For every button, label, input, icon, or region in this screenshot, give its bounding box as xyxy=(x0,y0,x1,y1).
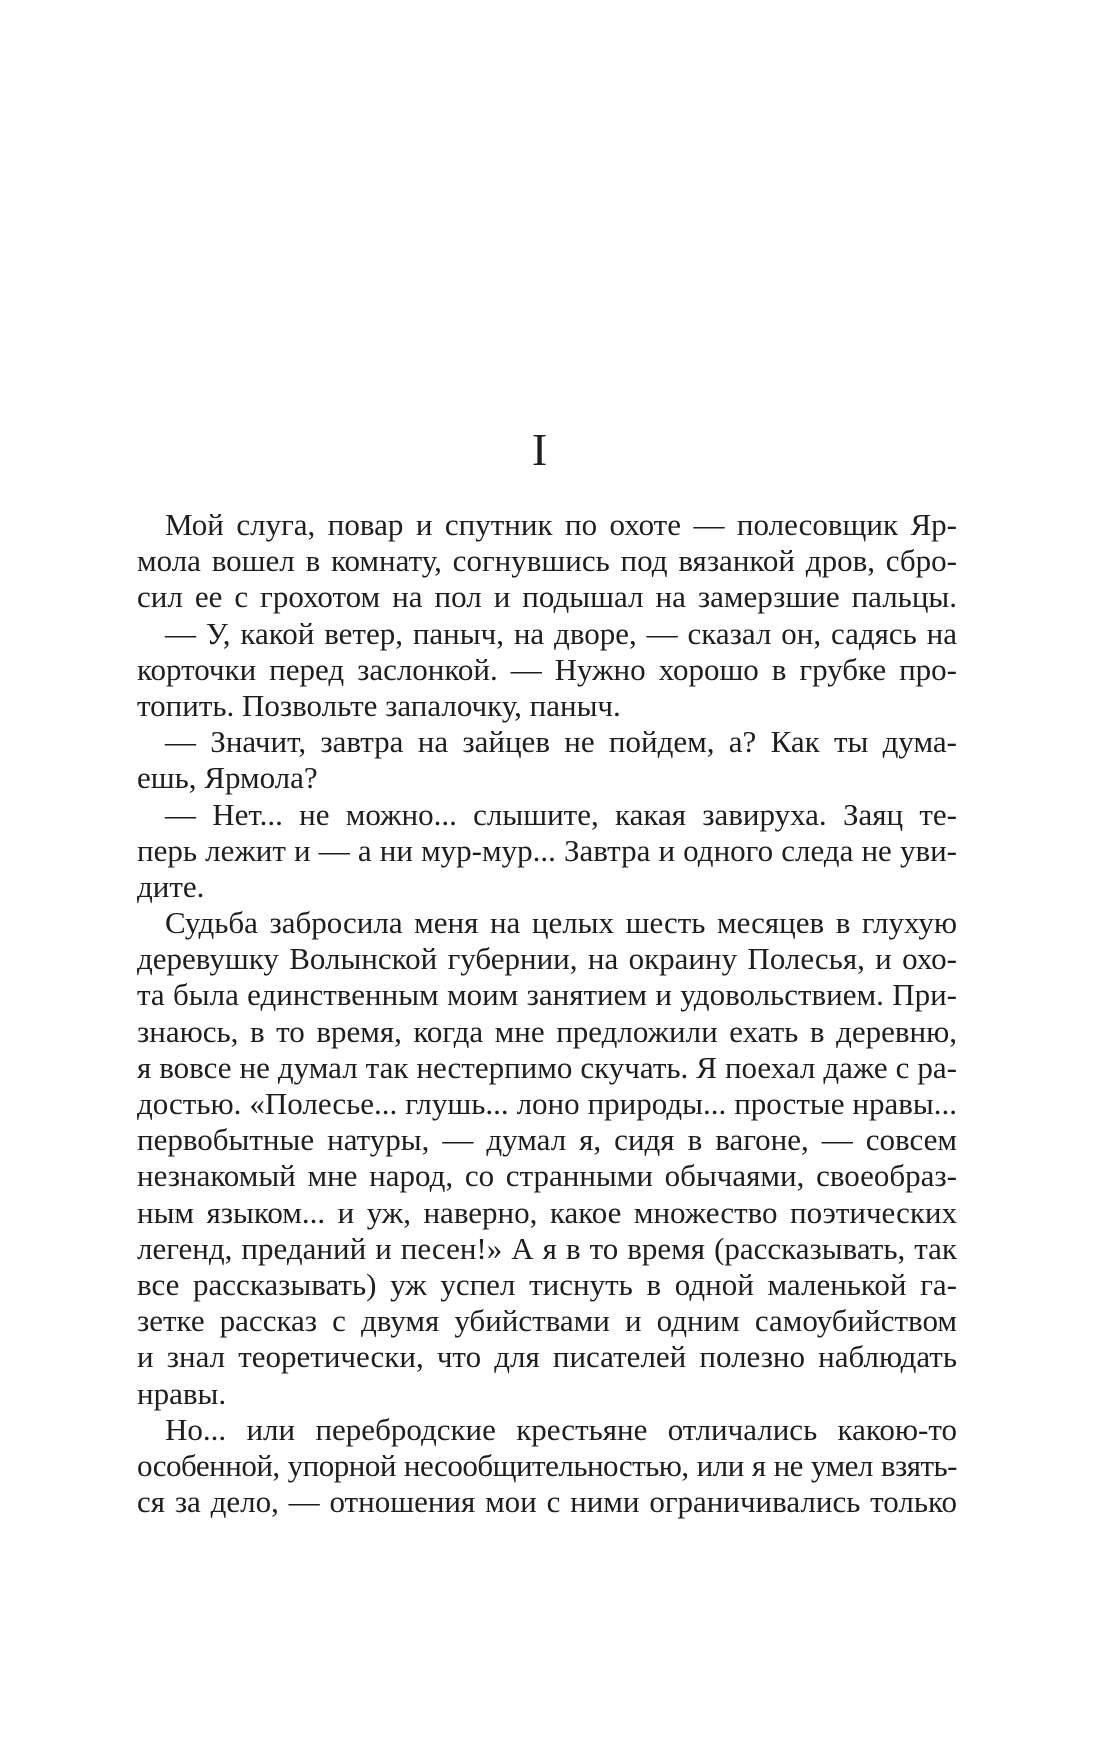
text-line: незнакомый мне народ, со странными обычаями, своеобраз- xyxy=(137,1158,957,1194)
text-line: знаюсь, в то время, когда мне предложили ехать в деревню, xyxy=(137,1013,957,1049)
text-line: — У, какой ветер, паныч, на дворе, — сказал он, садясь на xyxy=(165,615,957,651)
text-line: Но... или перебродские крестьяне отличались какою-то xyxy=(165,1411,957,1447)
text-line: зетке рассказ с двумя убийствами и одним самоубийством xyxy=(137,1303,957,1339)
text-line: особенной, упорной несообщительностью, или я не умел взять- xyxy=(137,1447,957,1483)
text-line: нравы. xyxy=(137,1375,227,1411)
text-line: я вовсе не думал так нестерпимо скучать. Я поехал даже с ра- xyxy=(137,1049,957,1085)
text-line: Мой слуга, повар и спутник по охоте — полесовщик Яр- xyxy=(165,507,957,542)
text-line: первобытные натуры, — думал я, сидя в вагоне, — совсем xyxy=(137,1122,957,1158)
text-line: ешь, Ярмола? xyxy=(137,760,318,796)
text-line: деревушку Волынской губернии, на окраину Полесья, и охо- xyxy=(137,941,957,977)
text-line: сил ее с грохотом на пол и подышал на замерзшие пальцы. xyxy=(137,579,957,615)
text-line: ся за дело, — отношения мои с ними ограничивались только xyxy=(137,1484,957,1520)
text-line: достью. «Полесье... глушь... лоно природы... простые нравы... xyxy=(137,1086,957,1121)
text-line: и знал теоретически, что для писателей полезно наблюдать xyxy=(137,1339,957,1375)
text-line: дите. xyxy=(137,868,205,904)
text-line: перь лежит и — а ни мур-мур... Завтра и одного следа не уви- xyxy=(137,832,957,868)
text-line: все рассказывать) уж успел тиснуть в одной маленькой га- xyxy=(137,1266,957,1302)
text-line: та была единственным моим занятием и удовольствием. При- xyxy=(137,977,957,1013)
text-line: — Нет... не можно... слышите, какая завируха. Заяц те- xyxy=(165,796,957,832)
text-line: легенд, преданий и песен!» А я в то время (рассказывать, так xyxy=(137,1230,957,1266)
text-line: Судьба забросила меня на целых шесть месяцев в глухую xyxy=(165,905,957,941)
chapter-text xyxy=(137,507,957,1520)
text-line: — Значит, завтра на зайцев не пойдем, а? Как ты дума- xyxy=(165,724,957,760)
text-line: ным языком... и уж, наверно, какое множество поэтических xyxy=(137,1194,957,1230)
text-line: мола вошел в комнату, согнувшись под вязанкой дров, сбро- xyxy=(137,543,957,579)
text-line: корточки перед заслонкой. — Нужно хорошо в грубке про- xyxy=(137,651,957,687)
text-line: топить. Позвольте запалочку, паныч. xyxy=(137,687,621,723)
chapter-heading: I xyxy=(531,424,549,475)
